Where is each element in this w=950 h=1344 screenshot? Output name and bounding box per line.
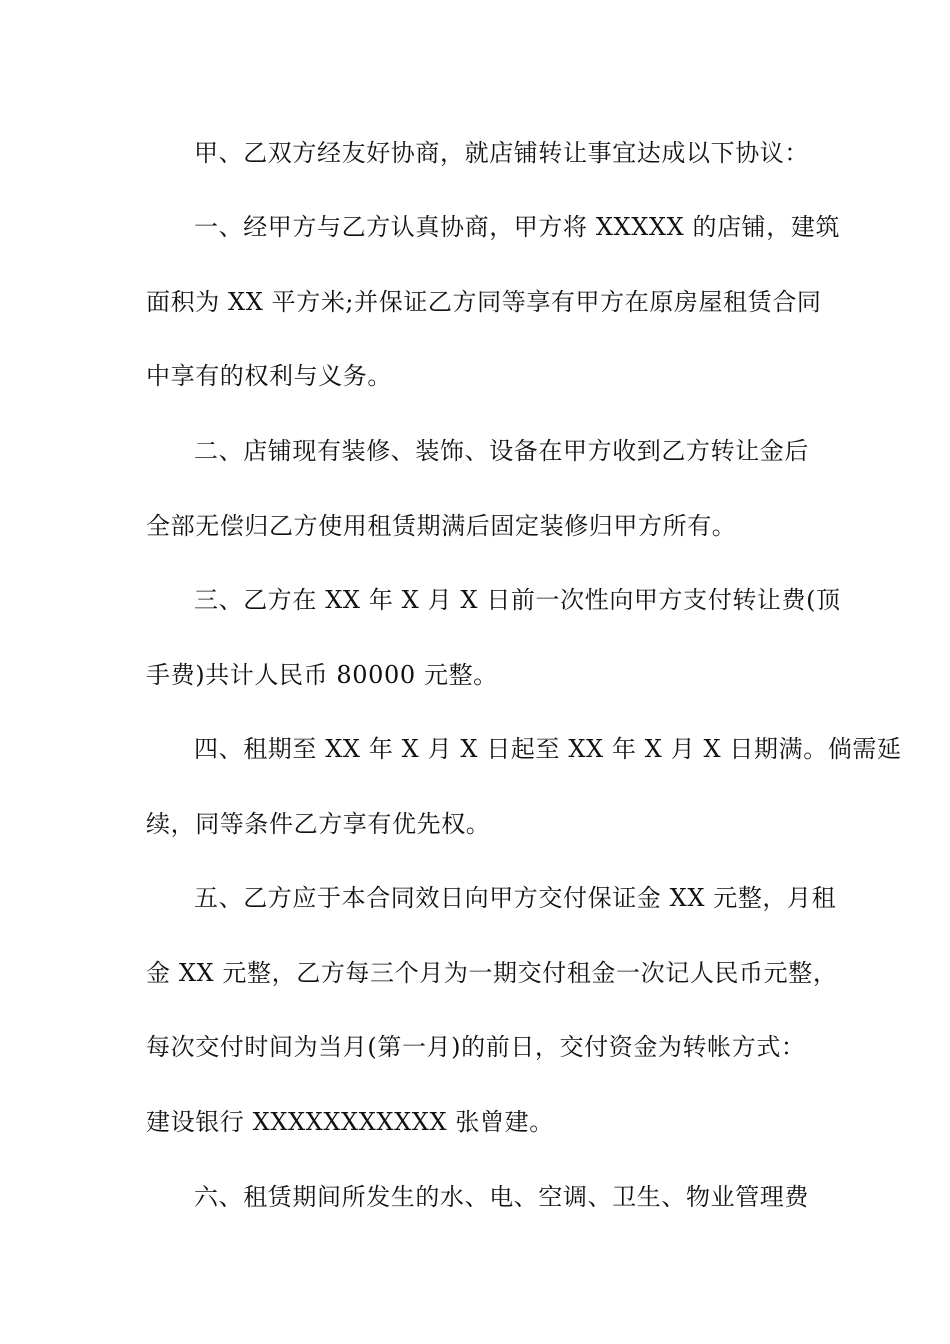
- clause-6-line-1: 六、租赁期间所发生的水、电、空调、卫生、物业管理费: [194, 1183, 809, 1211]
- clause-1-line-3: 中享有的权利与义务。: [146, 362, 392, 390]
- clause-5-line-4: 建设银行 XXXXXXXXXXX 张曾建。: [146, 1108, 554, 1136]
- clause-5-line-2: 金 XX 元整，乙方每三个月为一期交付租金一次记人民币元整，: [146, 959, 838, 987]
- clause-3-line-1: 三、乙方在 XX 年 X 月 X 日前一次性向甲方支付转让费(顶: [194, 586, 841, 614]
- clause-2-line-2: 全部无偿归乙方使用租赁期满后固定装修归甲方所有。: [146, 512, 737, 540]
- clause-5-line-1: 五、乙方应于本合同效日向甲方交付保证金 XX 元整，月租: [194, 884, 837, 912]
- clause-4-line-2: 续，同等条件乙方享有优先权。: [146, 810, 491, 838]
- clause-2-line-1: 二、店铺现有装修、装饰、设备在甲方收到乙方转让金后: [194, 437, 809, 465]
- clause-1-line-1: 一、经甲方与乙方认真协商，甲方将 XXXXX 的店铺，建筑: [194, 213, 841, 241]
- clause-3-line-2: 手费)共计人民币 80000 元整。: [146, 661, 498, 689]
- intro-line: 甲、乙双方经友好协商，就店铺转让事宜达成以下协议：: [194, 139, 809, 167]
- clause-1-line-2: 面积为 XX 平方米;并保证乙方同等享有甲方在原房屋租赁合同: [146, 288, 822, 316]
- clause-4-line-1: 四、租期至 XX 年 X 月 X 日起至 XX 年 X 月 X 日期满。倘需延: [194, 735, 902, 763]
- clause-5-line-3: 每次交付时间为当月(第一月)的前日，交付资金为转帐方式：: [146, 1033, 806, 1061]
